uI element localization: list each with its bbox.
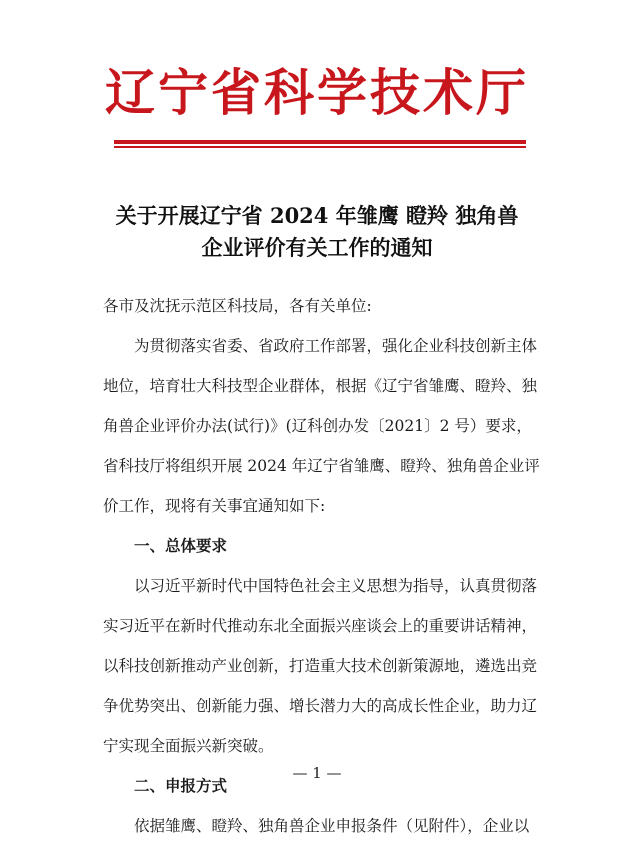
section1-line: 以习近平新时代中国特色社会主义思想为指导，认真贯彻落 [134, 577, 538, 595]
title-line-2: 企业评价有关工作的通知 [201, 235, 433, 260]
document-title [0, 200, 634, 264]
intro-line: 价工作，现将有关事宜通知如下: [103, 497, 326, 515]
title-line-1: 关于开展辽宁省 2024 年雏鹰 瞪羚 独角兽 [115, 203, 519, 228]
section-heading-general-requirements: 一、总体要求 [134, 537, 228, 555]
red-divider-thin [114, 146, 526, 148]
section1-line: 以科技创新推动产业创新，打造重大技术创新策源地，遴选出竞 [103, 657, 538, 675]
section1-line: 宁实现全面振兴新突破。 [103, 737, 274, 755]
red-divider-thick [114, 140, 526, 144]
section-heading-application-method: 二、申报方式 [134, 777, 228, 795]
intro-line: 地位，培育壮大科技型企业群体，根据《辽宁省雏鹰、瞪羚、独 [103, 377, 538, 395]
intro-line: 省科技厅将组织开展 2024 年辽宁省雏鹰、瞪羚、独角兽企业评 [103, 457, 540, 475]
issuer-masthead: 辽宁省科学技术厅 [105, 63, 529, 122]
intro-line: 为贯彻落实省委、省政府工作部署，强化企业科技创新主体 [134, 337, 538, 355]
salutation: 各市及沈抚示范区科技局，各有关单位: [103, 297, 372, 315]
document-body [103, 286, 540, 846]
section2-line: 依据雏鹰、瞪羚、独角兽企业申报条件（见附件），企业以 [134, 817, 530, 835]
section1-line: 实习近平在新时代推动东北全面振兴座谈会上的重要讲话精神， [103, 617, 538, 635]
page-number: — 1 — [292, 764, 342, 782]
intro-line: 角兽企业评价办法(试行)》(辽科创办发〔2021〕2 号）要求， [103, 417, 532, 435]
section1-line: 争优势突出、创新能力强、增长潜力大的高成长性企业，助力辽 [103, 697, 538, 715]
